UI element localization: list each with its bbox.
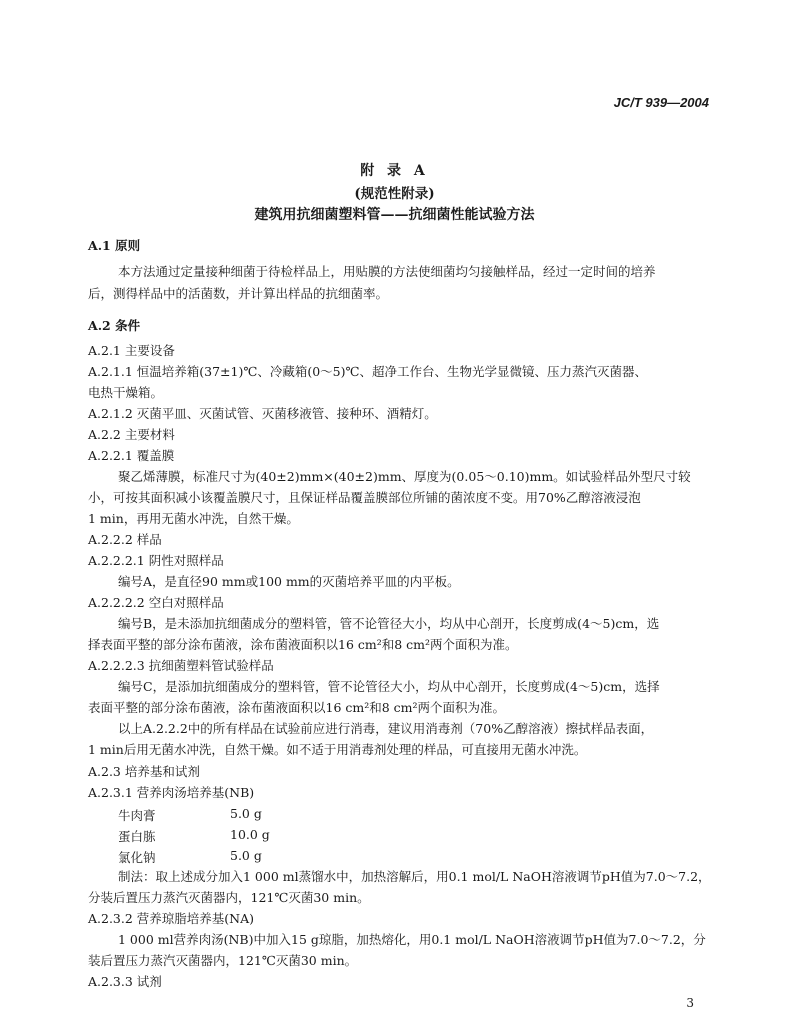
ingredient-amount: 10.0 g	[230, 827, 270, 842]
paragraph-line: 电热干燥箱。	[88, 385, 164, 400]
subsection-heading: A.2.2 主要材料	[88, 427, 175, 442]
paragraph-line: 以上A.2.2.2中的所有样品在试验前应进行消毒，建议用消毒剂（70%乙醇溶液）擦拭样品表面，	[118, 721, 654, 736]
paragraph-line: 编号C，是添加抗细菌成分的塑料管，管不论管径大小，均从中心剖开，长度剪成(4～5)cm，选择	[118, 679, 660, 694]
paragraph-line: 编号A，是直径90 mm或100 mm的灭菌培养平皿的内平板。	[118, 574, 460, 589]
paragraph-line: A.2.1.2 灭菌平皿、灭菌试管、灭菌移液管、接种环、酒精灯。	[88, 406, 437, 421]
paragraph-line: 1 000 ml营养肉汤(NB)中加入15 g琼脂，加热熔化，用0.1 mol/L NaOH溶液调节pH值为7.0～7.2，分	[118, 932, 706, 947]
paragraph-line: 择表面平整的部分涂布菌液，涂布菌液面积以16 cm²和8 cm²两个面积为准。	[88, 637, 518, 652]
paragraph-line: 聚乙烯薄膜，标准尺寸为(40±2)mm×(40±2)mm、厚度为(0.05～0.10)mm。如试验样品外型尺寸较	[118, 469, 691, 484]
standard-number: JC/T 939—2004	[613, 95, 709, 110]
subsection-heading: A.2.3.1 营养肉汤培养基(NB)	[88, 785, 255, 800]
section-heading: A.1 原则	[88, 238, 141, 253]
paragraph-line: 编号B，是未添加抗细菌成分的塑料管，管不论管径大小，均从中心剖开，长度剪成(4～5)cm，选	[118, 616, 660, 631]
subsection-heading: A.2.1 主要设备	[88, 343, 175, 358]
subsection-heading: A.2.2.2.2 空白对照样品	[88, 595, 224, 610]
page-number: 3	[686, 996, 694, 1010]
subsection-heading: A.2.2.2.3 抗细菌塑料管试验样品	[88, 658, 274, 673]
paragraph-line: 1 min后用无菌水冲洗，自然干燥。如不适于用消毒剂处理的样品，可直接用无菌水冲洗。	[88, 742, 587, 757]
paragraph-line: 本方法通过定量接种细菌于待检样品上，用贴膜的方法使细菌均匀接触样品，经过一定时间的培养	[118, 264, 656, 279]
ingredient-name: 牛肉膏	[118, 808, 156, 823]
subsection-heading: A.2.2.2.1 阴性对照样品	[88, 553, 224, 568]
paragraph-line: 表面平整的部分涂布菌液，涂布菌液面积以16 cm²和8 cm²两个面积为准。	[88, 700, 506, 715]
subsection-heading: A.2.2.2 样品	[88, 532, 162, 547]
subsection-heading: A.2.3.2 营养琼脂培养基(NA)	[88, 911, 254, 926]
ingredient-amount: 5.0 g	[230, 848, 262, 863]
ingredient-name: 蛋白胨	[118, 829, 156, 844]
ingredient-amount: 5.0 g	[230, 806, 262, 821]
paragraph-line: 装后置压力蒸汽灭菌器内，121℃灭菌30 min。	[88, 953, 358, 968]
paragraph-line: A.2.1.1 恒温培养箱(37±1)℃、冷藏箱(0～5)℃、超净工作台、生物光学显微镜、压力蒸汽灭菌器、	[88, 364, 647, 379]
paragraph-line: 分装后置压力蒸汽灭菌器内，121℃灭菌30 min。	[88, 890, 370, 905]
paragraph-line: 后，测得样品中的活菌数，并计算出样品的抗细菌率。	[88, 286, 389, 301]
paragraph-line: 制法：取上述成分加入1 000 ml蒸馏水中，加热溶解后，用0.1 mol/L NaOH溶液调节pH值为7.0～7.2，	[118, 869, 711, 884]
subsection-heading: A.2.2.1 覆盖膜	[88, 448, 175, 463]
paragraph-line: 小，可按其面积减小该覆盖膜尺寸，且保证样品覆盖膜部位所铺的菌浓度不变。用70%乙醇溶液浸泡	[88, 490, 641, 505]
appendix-title: 建筑用抗细菌塑料管——抗细菌性能试验方法	[254, 207, 535, 223]
appendix-type: (规范性附录)	[354, 186, 435, 202]
paragraph-line: 1 min，再用无菌水冲洗，自然干燥。	[88, 511, 299, 526]
subsection-heading: A.2.3.3 试剂	[88, 974, 162, 989]
subsection-heading: A.2.3 培养基和试剂	[88, 764, 200, 779]
section-heading: A.2 条件	[88, 318, 141, 333]
ingredient-name: 氯化钠	[118, 850, 156, 865]
appendix-label: 附 录 A	[360, 163, 429, 179]
